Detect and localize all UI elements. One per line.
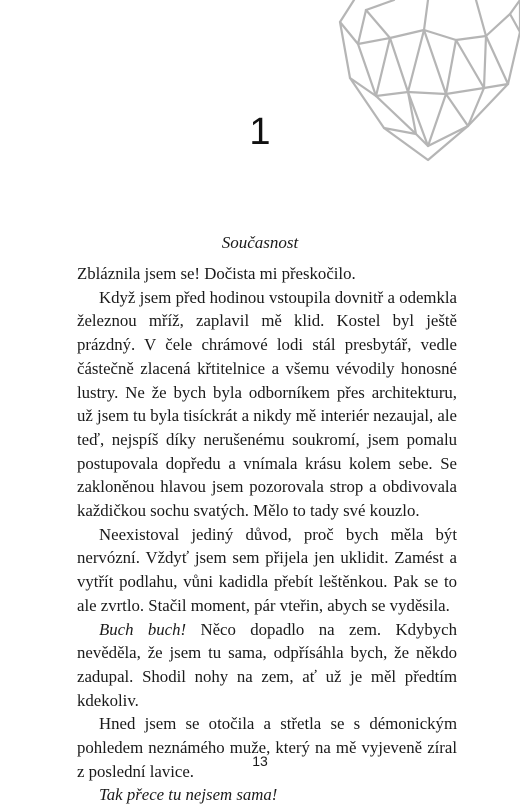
body-text bbox=[77, 262, 457, 807]
page-number: 13 bbox=[252, 753, 268, 769]
italic-exclamation: Buch buch! bbox=[99, 619, 187, 639]
section-title: Současnost bbox=[221, 233, 299, 252]
paragraph: Když jsem před hodinou vstoupila dovnitř a odemkla železnou mříž, zaplavil mě klid. Kostel byl ještě prázdný. V čele chrámové lodi stál presbytář, vedle částečně zlacená křtitelnice a všemu vévodily honosné lustry. Ne že bych byla odborníkem přes architekturu, už jsem tu byla tisíckrát a nikdy mě interiér nezaujal, ale teď, nejspíš díky nerušenému soukromí, jsem pomalu postupovala dopředu a vnímala krásu kolem sebe. Se zakloněnou hlavou jsem pozorovala strop a obdivovala každičkou sochu svatých. Mělo to tady své kouzlo. bbox=[77, 287, 457, 521]
paragraph: Hned jsem se otočila a střetla se s démonickým pohledem neznámého muže, který na mě vyjeveně zíral z poslední lavice. bbox=[77, 714, 457, 781]
paragraph: Zbláznila jsem se! Dočista mi přeskočilo. bbox=[77, 264, 356, 283]
chapter-number: 1 bbox=[249, 111, 271, 153]
italic-exclamation: Tak přece tu nejsem sama! bbox=[99, 785, 278, 805]
paragraph bbox=[77, 783, 457, 807]
paragraph: Neexistoval jediný důvod, proč bych měla být nervózní. Vždyť jsem sem přijela jen uklidit. Zamést a vytřít podlahu, vůni kadidla přebít leštěnkou. Pak se to ale zvrtlo. Stačil moment, pár vteřin, abych se vyděsila. bbox=[77, 524, 457, 615]
paragraph: Buch buch! Něco dopadlo na zem. Kdybych nevěděla, že jsem tu sama, odpřísáhla bych, že někdo zadupal. Shodil nohy na zem, ať už je měl předtím kdekoliv. bbox=[77, 619, 457, 710]
